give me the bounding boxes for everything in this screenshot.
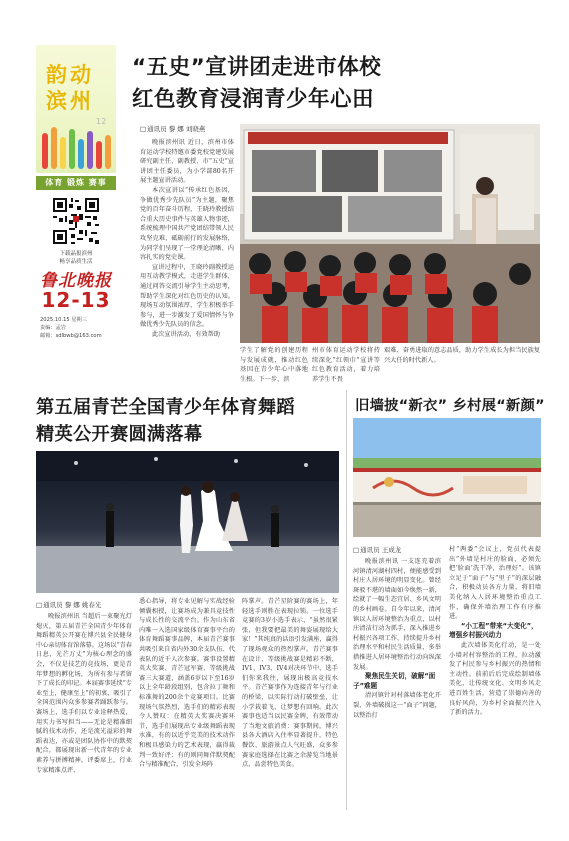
article3-column-2 bbox=[449, 545, 541, 808]
column-divider bbox=[346, 390, 347, 810]
article1-column-4 bbox=[384, 346, 540, 376]
page-number: 12-13 bbox=[41, 288, 111, 312]
article1-paragraph: 学生了解党的创建历程与发展成就，推动红色基因在青少年心中落地生根。下一步，滨 bbox=[240, 347, 308, 383]
article1-paragraph: 晚报滨州讯 近日，滨州市体育运动学校特邀市委党校党建发展研究副主任、副教授、市“五史”宣讲团主任委员，为小学部80名开展主题宣讲活动。 bbox=[140, 139, 234, 185]
article3-paragraph: 晚报滨州讯 一支连充着滨河镇清河湖村四村，便能感受到村庄人居环境的明显变化。曾经斑驳不堪的墙面如今焕然一新，绘就了一幅生态宜居、乡风文明的乡村画卷。自今年以来，清河镇以人居环境整治为重点，以村庄清洁行动为抓手，深入推进乡村振兴各项工作，持续提升乡村治理水平和村民生活质量，多举措推进人居环境整治行动向纵深发展。 bbox=[353, 558, 441, 671]
issue-date: 2025.10.15 星期三 bbox=[40, 317, 87, 323]
colorful-sticks-illustration bbox=[36, 123, 116, 173]
article2-byline: □ 通讯员 黎 娜 姚春光 bbox=[36, 600, 101, 609]
article1-paragraph: 本次宣讲以“传承红色基因，争做优秀少先队员”为主题，聚焦党的百年奋斗历程，王晓玲教授结合重大历史事件与英雄人物事迹，系统梳理中国共产党团结带领人民攻坚克难、砥砺前行的发展脉络，为同学们呈现了一堂理论清晰、内容扎实的党史课。 bbox=[140, 186, 234, 262]
column-tagline: 体育 锻炼 赛事 bbox=[36, 176, 116, 190]
issue-marker: 12 bbox=[96, 117, 107, 126]
article3-subhead: 聚焦民生关切，破解“面子”难题 bbox=[353, 672, 436, 690]
article1-column-3 bbox=[312, 346, 380, 383]
newspaper-logo: 鲁北晚报 bbox=[40, 271, 112, 291]
qr-code-icon[interactable] bbox=[51, 196, 101, 246]
article3-byline: □ 通讯员 王成龙 bbox=[353, 545, 401, 554]
article2-column-1 bbox=[36, 612, 132, 808]
column-brand-line2: 滨州 bbox=[46, 89, 94, 113]
article3-paragraph: 村“两委”会议上，党员代表提出“外墙是村庄的脸面，必须先把‘脸面’洗干净，治理好”。该镇立足于“面子”与“里子”的深层融合，积极动员各方力量，将旧墙美化纳入人居环境整治重点工作，确保外墙治理工作有序推进。 bbox=[449, 546, 541, 621]
article2-paragraph: 悉心指导，将专业见解与实战经验倾囊相授，让赛场成为兼具竞技性与成长性的交流平台。作为山东省内唯一入选国家级体育赛事平台的体育舞蹈赛事品牌，本届青芒赛事共吸引来自省内外30余支队伍、代表队的近千人次参赛。赛事设置精英大奖赛、青芒冠军赛、等级挑战赛三大赛道，涵盖6岁以下至16岁以上全年龄段组别，包含拉丁舞和标准舞的200余个竞赛项目。比赛现场气氛热烈，选手们的精彩表现令人赞叹：在精英大奖赛决赛环节，选手们展现出专业级舞蹈表现水准，有的以近乎完美的技术动作和极具感染力的艺术表现，赢得裁判一致好评；有的则同舞伴默契配合与精准配合，引发全场阵 bbox=[139, 598, 235, 769]
article2-headline-line1: 第五届青芒全国青少年体育舞蹈 bbox=[36, 397, 295, 418]
article1-paragraph: 此次宣讲活动，有效帮助 bbox=[152, 330, 221, 338]
article1-paragraph: 艰难、奋勇进取的意志品质，助力学生成长为担当民族复兴大任的时代新人。 bbox=[384, 347, 540, 364]
editor-email: 邮箱：sdlbwb@163.com bbox=[40, 333, 102, 339]
article1-byline: □ 通讯员 黎 娜 刘晓燕 bbox=[140, 124, 205, 133]
article1-column-2 bbox=[240, 346, 308, 383]
article2-column-2 bbox=[139, 597, 235, 808]
article3-subhead: “小工程”带来“大变化”，增强乡村振兴动力 bbox=[449, 621, 538, 640]
article1-column-1 bbox=[140, 138, 234, 348]
article2-paragraph: 阵掌声。青芒星阶赛的赛场上，年轻选手则胜在表现拉锁。一位选手竞赛的3岁小选手表示，“虽然很紧张，但我要把最美的舞姿展现给大家！”其纯真的话语引发满座，赢得了现场观众的热烈掌声。青芒赛事在设计、等级挑战赛是精彩不断，IV1、IV3、IV4对决环节中，选手们你来我往，展现出极高竞技水平。青芒赛事作为连接青年与行业的桥梁，以实际行动打破壁垒，让小学栽着飞，让梦想有回响。此次赛事也适当以民赛金牌，有效带动了当地文旅消费：赛事期间，博兴县各大酒店入住率显著提升，特色餐饮、旅游景点人气旺盛，众多参赛家庭选择在比赛之余游览当地景点，品尝特色美食。 bbox=[242, 598, 338, 769]
article3-headline: 旧墙披“新衣” 乡村展“新颜” bbox=[355, 398, 545, 414]
article1-headline-line2: 红色教育浸润青少年心田 bbox=[132, 87, 375, 112]
article2-dance-photo bbox=[36, 451, 339, 593]
article1-headline-line1: “五史”宣讲团走进市体校 bbox=[132, 55, 382, 80]
article3-paragraph: 清河镇针对村落墙体老化开裂、外墙破损这一“面子”问题，以整治打 bbox=[353, 692, 441, 719]
column-banner bbox=[36, 45, 116, 173]
article3-column-1 bbox=[353, 557, 441, 808]
article2-paragraph: 晚报滨州讯 当超后一束聚光灯熄灭，第五届青芒全国青少年体育舞蹈精英公开赛在博兴县全民健身中心亲切体育馆落幕。这场以“青春日息，光芒万丈”为核心理念的盛会，不仅是技艺的竞技场，更是青年梦想的孵化场，为所有参与者留下了成长的印记。本届赛事延续“专业至上，健康至上”的初衷，吸引了全国范围内众多参赛者踊跃参与。赛场上，选手们以专业诠释热爱，用实力书写担当——无论是精准细腻的技术动作，还是流光溢彩的舞蹈表达，亦或是团队协作中的默契配合，都展现出新一代青年的专业素养与拼搏精神。评委席上，行业专家精准点评、 bbox=[36, 613, 132, 774]
article1-paragraph: 宣讲过程中，王晓玲副教授运用互动教学模式，走进学生群体，通过问答交流引导学生主动思考，帮助学生深化对红色历史的认知。现场互动氛围浓厚，学生积极举手参与，进一步激发了爱国情怀与争做优秀少先队员的信念。 bbox=[140, 263, 234, 329]
article1-paragraph: 州市体育运动学校将持续深化“红领巾”宣讲等红色教育活动，着力培养学生不畏 bbox=[312, 347, 380, 383]
article3-paragraph: 此次墙体美化行动，是一处小墙对村容整治的工程，拉动激发了村民参与乡村振兴的热情和主动性。前前后后完成绘制墙体美化，让传统文化、文明乡风走进百姓生活，营造了崇德向善的良好风尚，为乡村全面振兴注入了新的活力。 bbox=[449, 641, 541, 717]
article2-column-3 bbox=[242, 597, 338, 808]
article1-photo bbox=[240, 124, 540, 343]
article2-headline-line2: 精英公开赛圆满落幕 bbox=[36, 424, 203, 445]
editor-credit: 责编：孟岩 bbox=[40, 325, 66, 331]
qr-caption-sub: 畅享品质生活 bbox=[59, 259, 93, 265]
column-brand-line1: 韵动 bbox=[46, 63, 94, 87]
article3-village-wall-photo bbox=[353, 418, 541, 537]
qr-caption: 下载晶报滨州 bbox=[59, 251, 93, 257]
